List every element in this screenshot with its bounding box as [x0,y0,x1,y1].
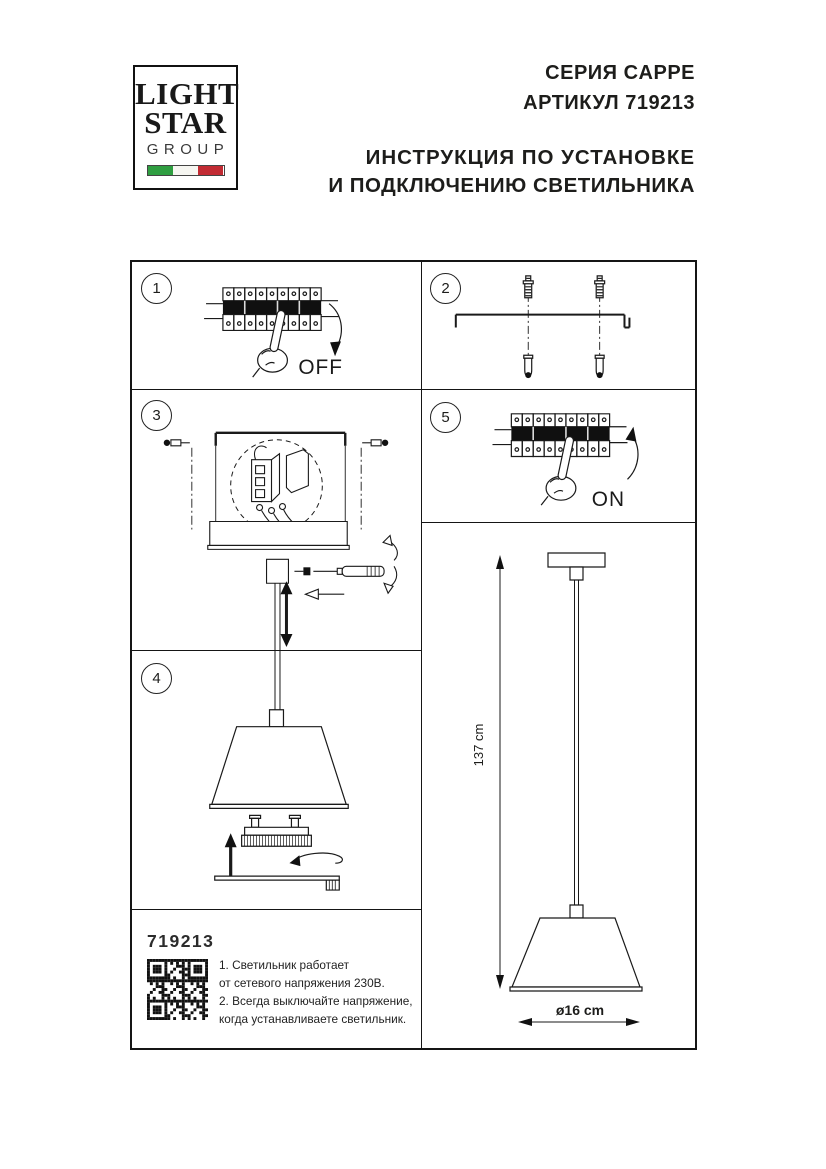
step-4-badge: 4 [141,663,172,694]
note-line: когда устанавливаете светильник. [219,1012,407,1026]
off-label: OFF [298,356,343,380]
step-3-badge: 3 [141,400,172,431]
safety-notes [219,956,419,1028]
step-2-badge: 2 [430,273,461,304]
shade-assembly-illustration [132,651,421,909]
note-line: 2. Всегда выключайте напряжение, [219,994,413,1008]
step-1-panel [132,262,422,390]
instruction-grid [130,260,697,1050]
instruction-title-line1: ИНСТРУКЦИЯ ПО УСТАНОВКЕ [365,146,695,169]
on-label: ON [591,488,625,512]
pointing-hand-icon [253,310,288,377]
footer-article-number: 719213 [147,931,215,951]
instruction-title-line2: И ПОДКЛЮЧЕНИЮ СВЕТИЛЬНИКА [328,174,695,197]
lamp-dimensions-panel [422,523,695,1048]
ceiling-mounting-illustration [132,390,421,650]
pendant-lamp-drawing [422,523,695,1048]
qr-code [147,959,208,1020]
italian-flag-stripe [147,165,225,176]
flag-white [173,166,198,175]
article-title: АРТИКУЛ 719213 [523,92,695,114]
note-line: 1. Светильник работает [219,958,350,972]
flag-red [198,166,223,175]
screwdriver-icon [313,566,384,576]
mounting-hardware-illustration [422,262,695,389]
step-4-panel [132,651,422,910]
logo-word-star: STAR [144,104,227,140]
lamp-module [242,815,312,846]
flag-green [148,166,173,175]
step-3-panel [132,390,422,651]
circuit-breaker-on-illustration [422,390,695,522]
diameter-dimension-label: ø16 cm [555,1002,605,1018]
header-titles [328,62,695,198]
height-dimension-label: 137 cm [471,723,486,767]
note-line: от сетевого напряжения 230В. [219,976,385,990]
step-5-panel [422,390,695,523]
step-5-badge: 5 [430,402,461,433]
step-2-panel [422,262,695,390]
lightstar-logo [133,65,238,190]
logo-word-group: GROUP [146,140,230,158]
step-1-badge: 1 [141,273,172,304]
series-title: СЕРИЯ CAPPE [545,62,695,84]
logo-word-light: LIGHT [135,76,240,111]
pointing-hand-icon [541,436,576,505]
circuit-breaker-off-illustration [132,262,421,389]
